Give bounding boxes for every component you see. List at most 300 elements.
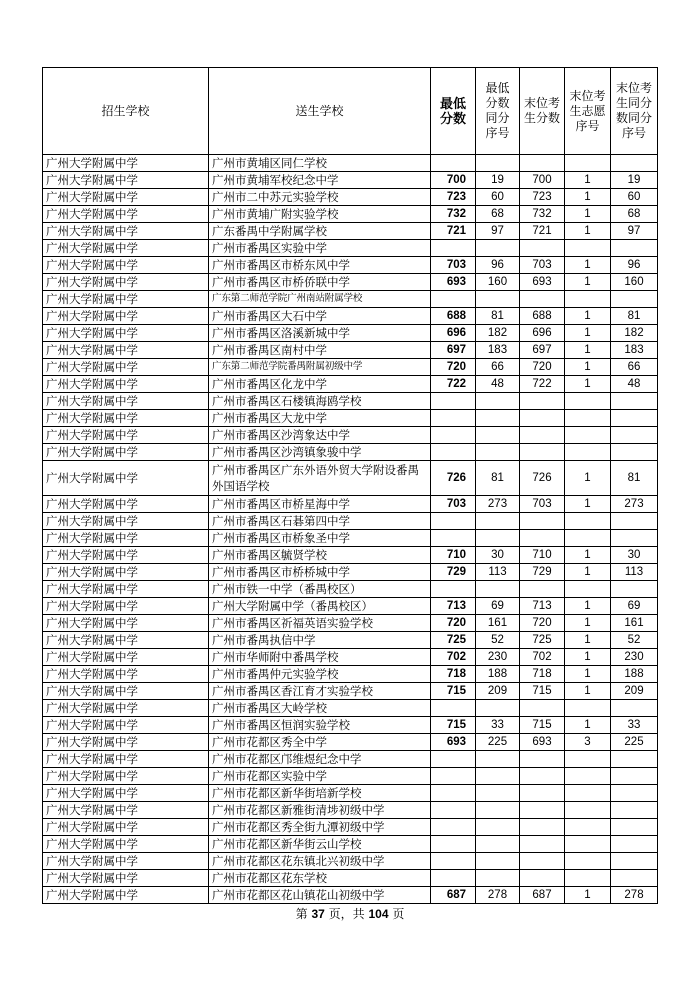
cell-last-rank (611, 240, 658, 257)
cell-enroll-school: 广州大学附属中学 (43, 717, 209, 734)
cell-min-score (431, 836, 476, 853)
cell-send-school: 广州市铁一中学（番禺校区） (209, 581, 431, 598)
cell-min-score: 720 (431, 359, 476, 376)
cell-last-score: 696 (520, 325, 565, 342)
cell-send-school: 广州市番禺区南村中学 (209, 342, 431, 359)
cell-last-rank (611, 819, 658, 836)
cell-last-choice (565, 513, 611, 530)
cell-enroll-school: 广州大学附属中学 (43, 734, 209, 751)
table-row (43, 513, 658, 530)
cell-min-rank: 30 (476, 547, 520, 564)
cell-last-score (520, 444, 565, 461)
cell-min-score: 718 (431, 666, 476, 683)
cell-last-choice: 1 (565, 649, 611, 666)
cell-enroll-school: 广州大学附属中学 (43, 768, 209, 785)
cell-enroll-school: 广州大学附属中学 (43, 496, 209, 513)
cell-min-score: 723 (431, 189, 476, 206)
table-row (43, 172, 658, 189)
cell-min-score (431, 155, 476, 172)
cell-last-rank: 69 (611, 598, 658, 615)
cell-last-score: 726 (520, 461, 565, 496)
cell-enroll-school: 广州大学附属中学 (43, 342, 209, 359)
cell-enroll-school: 广州大学附属中学 (43, 564, 209, 581)
cell-last-score: 710 (520, 547, 565, 564)
cell-enroll-school: 广州大学附属中学 (43, 547, 209, 564)
table-row (43, 240, 658, 257)
cell-enroll-school: 广州大学附属中学 (43, 819, 209, 836)
cell-last-choice (565, 530, 611, 547)
cell-min-rank: 161 (476, 615, 520, 632)
cell-last-score: 693 (520, 734, 565, 751)
cell-last-score (520, 700, 565, 717)
cell-last-choice (565, 836, 611, 853)
cell-last-score: 687 (520, 887, 565, 904)
cell-last-score (520, 581, 565, 598)
table-row (43, 683, 658, 700)
cell-last-rank: 230 (611, 649, 658, 666)
cell-min-score (431, 819, 476, 836)
cell-min-rank: 183 (476, 342, 520, 359)
table-row (43, 155, 658, 172)
cell-enroll-school: 广州大学附属中学 (43, 155, 209, 172)
cell-last-score (520, 802, 565, 819)
cell-last-score: 729 (520, 564, 565, 581)
cell-last-choice: 1 (565, 598, 611, 615)
cell-last-rank (611, 444, 658, 461)
cell-min-score: 715 (431, 717, 476, 734)
cell-last-rank: 30 (611, 547, 658, 564)
cell-last-rank (611, 853, 658, 870)
cell-send-school: 广州市番禺区广东外语外贸大学附设番禺外国语学校 (209, 461, 431, 496)
cell-last-choice (565, 853, 611, 870)
cell-last-choice: 1 (565, 274, 611, 291)
cell-min-rank (476, 785, 520, 802)
cell-min-rank: 182 (476, 325, 520, 342)
cell-min-rank (476, 410, 520, 427)
cell-last-score (520, 393, 565, 410)
cell-last-score: 723 (520, 189, 565, 206)
cell-last-choice (565, 393, 611, 410)
table-row (43, 768, 658, 785)
cell-send-school: 广州市番禺区恒润实验学校 (209, 717, 431, 734)
cell-send-school: 广州市花都区花东镇北兴初级中学 (209, 853, 431, 870)
cell-send-school: 广州市番禺区市桥桥城中学 (209, 564, 431, 581)
cell-last-rank (611, 393, 658, 410)
cell-enroll-school: 广州大学附属中学 (43, 291, 209, 308)
cell-min-score: 722 (431, 376, 476, 393)
cell-last-score: 722 (520, 376, 565, 393)
cell-min-rank: 69 (476, 598, 520, 615)
cell-enroll-school: 广州大学附属中学 (43, 649, 209, 666)
table-row (43, 819, 658, 836)
cell-last-choice: 1 (565, 717, 611, 734)
cell-last-rank (611, 427, 658, 444)
cell-last-rank: 96 (611, 257, 658, 274)
cell-send-school: 广州市花都区新雅街清埗初级中学 (209, 802, 431, 819)
cell-last-rank: 278 (611, 887, 658, 904)
cell-min-score: 703 (431, 496, 476, 513)
table-row (43, 496, 658, 513)
cell-last-choice: 1 (565, 359, 611, 376)
cell-min-score: 715 (431, 683, 476, 700)
cell-min-score (431, 444, 476, 461)
table-row (43, 308, 658, 325)
table-row (43, 887, 658, 904)
cell-min-rank (476, 836, 520, 853)
cell-min-rank (476, 393, 520, 410)
header-last-choice: 末位考生志愿序号 (565, 68, 611, 155)
cell-last-score: 732 (520, 206, 565, 223)
cell-min-score (431, 513, 476, 530)
table-row (43, 410, 658, 427)
cell-send-school: 广州市番禺区沙湾镇象骏中学 (209, 444, 431, 461)
table-row (43, 802, 658, 819)
cell-last-score: 703 (520, 257, 565, 274)
cell-enroll-school: 广州大学附属中学 (43, 427, 209, 444)
cell-send-school: 广州市番禺仲元实验学校 (209, 666, 431, 683)
cell-last-choice (565, 291, 611, 308)
cell-last-choice: 1 (565, 206, 611, 223)
table-row (43, 189, 658, 206)
cell-min-rank: 81 (476, 308, 520, 325)
table-row (43, 564, 658, 581)
cell-last-choice (565, 768, 611, 785)
cell-min-rank (476, 444, 520, 461)
cell-last-rank: 209 (611, 683, 658, 700)
cell-enroll-school: 广州大学附属中学 (43, 751, 209, 768)
cell-min-score (431, 870, 476, 887)
cell-min-score: 693 (431, 274, 476, 291)
cell-last-choice (565, 444, 611, 461)
cell-min-score: 726 (431, 461, 476, 496)
cell-min-rank: 96 (476, 257, 520, 274)
cell-enroll-school: 广州大学附属中学 (43, 802, 209, 819)
cell-min-score: 700 (431, 172, 476, 189)
table-row (43, 598, 658, 615)
cell-send-school: 广州市花都区秀全街九潭初级中学 (209, 819, 431, 836)
cell-last-choice: 1 (565, 683, 611, 700)
cell-enroll-school: 广州大学附属中学 (43, 206, 209, 223)
cell-last-rank (611, 802, 658, 819)
cell-send-school: 广州市花都区秀全中学 (209, 734, 431, 751)
cell-min-rank: 113 (476, 564, 520, 581)
cell-min-rank: 60 (476, 189, 520, 206)
cell-enroll-school: 广州大学附属中学 (43, 632, 209, 649)
cell-min-rank: 19 (476, 172, 520, 189)
cell-last-rank (611, 870, 658, 887)
cell-send-school: 广州市番禺区实验中学 (209, 240, 431, 257)
table-row (43, 530, 658, 547)
cell-min-score (431, 291, 476, 308)
cell-min-rank: 33 (476, 717, 520, 734)
cell-enroll-school: 广州大学附属中学 (43, 393, 209, 410)
cell-send-school: 广州市番禺区大石中学 (209, 308, 431, 325)
cell-last-rank (611, 751, 658, 768)
table-row (43, 206, 658, 223)
cell-min-rank (476, 700, 520, 717)
header-enroll-school: 招生学校 (43, 68, 209, 155)
cell-min-score: 696 (431, 325, 476, 342)
table-row (43, 257, 658, 274)
cell-last-choice (565, 819, 611, 836)
cell-send-school: 广州市番禺区市桥星海中学 (209, 496, 431, 513)
cell-min-rank: 48 (476, 376, 520, 393)
cell-enroll-school: 广州大学附属中学 (43, 308, 209, 325)
cell-min-rank: 209 (476, 683, 520, 700)
cell-last-choice: 1 (565, 887, 611, 904)
cell-send-school: 广州市花都区实验中学 (209, 768, 431, 785)
cell-min-score: 687 (431, 887, 476, 904)
cell-min-score (431, 581, 476, 598)
cell-last-choice (565, 410, 611, 427)
table-row (43, 342, 658, 359)
cell-last-score (520, 870, 565, 887)
cell-last-choice (565, 700, 611, 717)
cell-min-score (431, 785, 476, 802)
table-row (43, 734, 658, 751)
cell-last-choice: 1 (565, 223, 611, 240)
table-row (43, 325, 658, 342)
cell-min-score: 729 (431, 564, 476, 581)
cell-last-choice (565, 785, 611, 802)
cell-min-score (431, 768, 476, 785)
cell-min-score: 693 (431, 734, 476, 751)
cell-last-choice: 1 (565, 325, 611, 342)
cell-enroll-school: 广州大学附属中学 (43, 581, 209, 598)
cell-last-score (520, 836, 565, 853)
cell-enroll-school: 广州大学附属中学 (43, 461, 209, 496)
cell-min-rank (476, 291, 520, 308)
cell-min-score: 710 (431, 547, 476, 564)
cell-last-rank (611, 768, 658, 785)
cell-send-school: 广州市黄埔广附实验学校 (209, 206, 431, 223)
cell-last-score (520, 240, 565, 257)
cell-min-rank: 68 (476, 206, 520, 223)
table-row (43, 376, 658, 393)
cell-enroll-school: 广州大学附属中学 (43, 444, 209, 461)
cell-min-score: 697 (431, 342, 476, 359)
cell-last-score: 688 (520, 308, 565, 325)
cell-min-rank (476, 751, 520, 768)
cell-last-rank: 97 (611, 223, 658, 240)
cell-enroll-school: 广州大学附属中学 (43, 359, 209, 376)
cell-send-school: 广州市番禺区香江育才实验学校 (209, 683, 431, 700)
table-row (43, 461, 658, 496)
cell-enroll-school: 广州大学附属中学 (43, 615, 209, 632)
table-row (43, 751, 658, 768)
cell-send-school: 广州市番禺区市桥象圣中学 (209, 530, 431, 547)
cell-last-score: 715 (520, 717, 565, 734)
cell-last-rank: 60 (611, 189, 658, 206)
cell-min-score (431, 240, 476, 257)
cell-last-score: 720 (520, 615, 565, 632)
cell-last-rank: 19 (611, 172, 658, 189)
cell-last-rank: 183 (611, 342, 658, 359)
cell-last-rank: 81 (611, 461, 658, 496)
cell-last-rank (611, 530, 658, 547)
cell-send-school: 广州市花都区新华街培新学校 (209, 785, 431, 802)
cell-send-school: 广州市番禺区化龙中学 (209, 376, 431, 393)
cell-min-score (431, 802, 476, 819)
cell-last-choice: 1 (565, 496, 611, 513)
cell-enroll-school: 广州大学附属中学 (43, 666, 209, 683)
cell-send-school: 广州市花都区邝维煜纪念中学 (209, 751, 431, 768)
cell-last-choice (565, 427, 611, 444)
cell-min-score (431, 853, 476, 870)
page-footer: 第 37 页，共 104 页 (295, 907, 405, 921)
table-row (43, 836, 658, 853)
admission-table (42, 67, 658, 904)
cell-last-score (520, 819, 565, 836)
cell-enroll-school: 广州大学附属中学 (43, 598, 209, 615)
cell-last-choice: 1 (565, 666, 611, 683)
cell-last-choice: 1 (565, 461, 611, 496)
cell-last-choice: 1 (565, 547, 611, 564)
cell-last-choice: 1 (565, 632, 611, 649)
cell-last-rank: 81 (611, 308, 658, 325)
cell-last-score: 715 (520, 683, 565, 700)
cell-min-score: 720 (431, 615, 476, 632)
table-row (43, 393, 658, 410)
cell-send-school: 广州市花都区花山镇花山初级中学 (209, 887, 431, 904)
cell-min-score (431, 427, 476, 444)
cell-last-rank (611, 836, 658, 853)
cell-last-score: 718 (520, 666, 565, 683)
cell-last-score (520, 751, 565, 768)
cell-send-school: 广州市番禺区洛溪新城中学 (209, 325, 431, 342)
cell-last-rank: 188 (611, 666, 658, 683)
cell-min-rank: 273 (476, 496, 520, 513)
cell-min-rank: 97 (476, 223, 520, 240)
cell-send-school: 广州市番禺区石碁第四中学 (209, 513, 431, 530)
cell-last-score: 721 (520, 223, 565, 240)
cell-send-school: 广州市番禺区毓贤学校 (209, 547, 431, 564)
cell-min-rank: 81 (476, 461, 520, 496)
cell-min-score (431, 700, 476, 717)
cell-last-rank (611, 410, 658, 427)
cell-min-score: 702 (431, 649, 476, 666)
cell-send-school: 广州市番禺区市桥东风中学 (209, 257, 431, 274)
cell-enroll-school: 广州大学附属中学 (43, 189, 209, 206)
cell-last-rank: 52 (611, 632, 658, 649)
cell-enroll-school: 广州大学附属中学 (43, 325, 209, 342)
table-row (43, 223, 658, 240)
cell-min-score: 703 (431, 257, 476, 274)
cell-last-choice: 1 (565, 172, 611, 189)
table-row (43, 274, 658, 291)
cell-enroll-school: 广州大学附属中学 (43, 887, 209, 904)
table-row (43, 666, 658, 683)
cell-last-rank (611, 785, 658, 802)
cell-last-choice: 1 (565, 257, 611, 274)
cell-min-rank (476, 530, 520, 547)
total-pages: 104 (368, 907, 389, 921)
cell-min-rank: 66 (476, 359, 520, 376)
cell-min-rank: 278 (476, 887, 520, 904)
cell-last-score: 702 (520, 649, 565, 666)
header-last-rank: 末位考生同分数同分序号 (611, 68, 658, 155)
cell-last-rank: 66 (611, 359, 658, 376)
cell-last-score (520, 291, 565, 308)
cell-last-score: 713 (520, 598, 565, 615)
cell-last-choice: 1 (565, 615, 611, 632)
cell-last-score: 725 (520, 632, 565, 649)
cell-last-choice (565, 802, 611, 819)
cell-last-score (520, 155, 565, 172)
table-row (43, 581, 658, 598)
cell-min-score: 732 (431, 206, 476, 223)
cell-min-rank: 160 (476, 274, 520, 291)
cell-min-score: 688 (431, 308, 476, 325)
cell-enroll-school: 广州大学附属中学 (43, 240, 209, 257)
cell-last-score (520, 768, 565, 785)
table-row (43, 359, 658, 376)
cell-last-choice: 1 (565, 308, 611, 325)
table-row (43, 547, 658, 564)
cell-enroll-school: 广州大学附属中学 (43, 257, 209, 274)
cell-enroll-school: 广州大学附属中学 (43, 274, 209, 291)
cell-last-score: 700 (520, 172, 565, 189)
cell-last-choice: 3 (565, 734, 611, 751)
cell-enroll-school: 广州大学附属中学 (43, 836, 209, 853)
cell-last-score (520, 410, 565, 427)
cell-min-rank (476, 768, 520, 785)
cell-last-score (520, 853, 565, 870)
cell-send-school: 广州市番禺区大岭学校 (209, 700, 431, 717)
table-row (43, 632, 658, 649)
header-last-score: 末位考生分数 (520, 68, 565, 155)
cell-min-rank (476, 240, 520, 257)
cell-last-score (520, 427, 565, 444)
cell-last-rank: 113 (611, 564, 658, 581)
cell-enroll-school: 广州大学附属中学 (43, 870, 209, 887)
cell-enroll-school: 广州大学附属中学 (43, 172, 209, 189)
cell-min-rank (476, 853, 520, 870)
cell-min-score: 721 (431, 223, 476, 240)
cell-send-school: 广州市花都区新华街云山学校 (209, 836, 431, 853)
cell-last-rank: 68 (611, 206, 658, 223)
header-row (43, 68, 658, 155)
table-row (43, 649, 658, 666)
cell-min-score (431, 410, 476, 427)
cell-send-school: 广州大学附属中学（番禺校区） (209, 598, 431, 615)
header-min-rank: 最低分数同分序号 (476, 68, 520, 155)
cell-min-rank: 188 (476, 666, 520, 683)
cell-last-rank: 161 (611, 615, 658, 632)
table-row (43, 785, 658, 802)
cell-last-rank: 182 (611, 325, 658, 342)
cell-enroll-school: 广州大学附属中学 (43, 785, 209, 802)
cell-send-school: 广州市番禺区沙湾象达中学 (209, 427, 431, 444)
cell-send-school: 广州市花都区花东学校 (209, 870, 431, 887)
cell-last-choice: 1 (565, 376, 611, 393)
cell-min-rank (476, 427, 520, 444)
cell-last-rank: 225 (611, 734, 658, 751)
table-row (43, 615, 658, 632)
cell-enroll-school: 广州大学附属中学 (43, 530, 209, 547)
cell-last-score: 697 (520, 342, 565, 359)
cell-min-rank (476, 870, 520, 887)
cell-min-rank: 52 (476, 632, 520, 649)
cell-last-choice (565, 870, 611, 887)
cell-min-score: 713 (431, 598, 476, 615)
cell-last-rank (611, 513, 658, 530)
cell-last-rank (611, 291, 658, 308)
cell-send-school: 广东第二师范学院番禺附属初级中学 (209, 359, 431, 376)
cell-min-rank (476, 513, 520, 530)
cell-last-rank (611, 581, 658, 598)
cell-send-school: 广东第二师范学院广州南站附属学校 (209, 291, 431, 308)
